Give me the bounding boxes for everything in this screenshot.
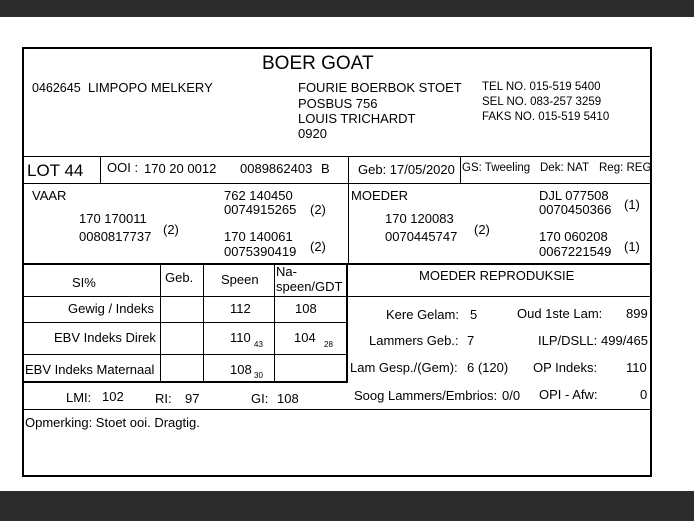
gesp-label: Lam Gesp./(Gem): <box>350 360 458 375</box>
sire-sire-sup: (2) <box>310 202 326 217</box>
divider <box>100 156 101 183</box>
gi-value: 108 <box>277 391 299 406</box>
lmi-label: LMI: <box>66 390 92 405</box>
op-value: 110 <box>626 360 647 375</box>
card-title: BOER GOAT <box>262 53 374 74</box>
sire-sire-id: 0074915265 <box>224 202 297 217</box>
kere-label: Kere Gelam: <box>386 307 459 322</box>
oud-label: Oud 1ste Lam: <box>517 306 603 321</box>
stud-box: POSBUS 756 <box>298 96 378 111</box>
naspeen-header-1: Na- <box>276 264 297 279</box>
oud-value: 899 <box>626 306 648 321</box>
sire-sire: 762 140450 <box>224 188 293 203</box>
dam-dam-id: 0067221549 <box>539 244 612 259</box>
dam-mid-sup: (2) <box>474 222 490 237</box>
lot-number: LOT 44 <box>27 161 84 180</box>
sire-dam-sup: (2) <box>310 239 326 254</box>
gewig-naspeen: 108 <box>295 301 317 316</box>
gewig-speen: 112 <box>230 301 251 316</box>
soog-label: Soog Lammers/Embrios: <box>354 388 498 403</box>
divider <box>346 263 348 381</box>
ilp-value: 499/465 <box>601 333 648 348</box>
divider <box>274 263 275 381</box>
op-label: OP Indeks: <box>533 360 598 375</box>
page <box>0 17 694 491</box>
divider <box>24 322 346 323</box>
lammers-label: Lammers Geb.: <box>369 333 459 348</box>
stud-town: LOUIS TRICHARDT <box>298 111 416 126</box>
sire-id-1: 170 170011 <box>79 211 147 226</box>
ebv-mat-label: EBV Indeks Maternaal <box>25 362 155 377</box>
speen-header: Speen <box>221 272 259 287</box>
ri-label: RI: <box>155 391 172 406</box>
divider <box>24 263 652 265</box>
birth-date: Geb: 17/05/2020 <box>358 162 455 177</box>
ebv-mat-speen: 108 <box>230 362 252 377</box>
geb-header: Geb. <box>165 270 194 285</box>
ebv-direk-naspeen: 104 <box>294 330 316 345</box>
ebv-direk-speen-sub: 43 <box>254 340 263 349</box>
dam-dam-sup: (1) <box>624 239 640 254</box>
dam-sire-id: 0070450366 <box>539 202 612 217</box>
id-number: 0089862403 <box>240 161 313 176</box>
ebv-direk-naspeen-sub: 28 <box>324 340 333 349</box>
dam-id-1: 170 120083 <box>385 211 454 226</box>
owner-id: 0462645 <box>32 81 81 95</box>
ebv-direk-speen: 110 <box>230 330 251 345</box>
ooi-label: OOI : <box>107 160 139 175</box>
ebv-mat-speen-sub: 30 <box>254 371 263 380</box>
kere-value: 5 <box>470 307 478 322</box>
dam-label: MOEDER <box>351 188 409 203</box>
grade: B <box>321 161 330 176</box>
remark: Opmerking: Stoet ooi. Dragtig. <box>25 415 200 430</box>
opi-label: OPI - Afw: <box>539 387 598 402</box>
lammers-value: 7 <box>467 333 475 348</box>
divider <box>160 263 161 381</box>
tel-number: TEL NO. 015-519 5400 <box>482 81 601 93</box>
divider <box>348 156 349 183</box>
divider <box>24 354 346 355</box>
sire-dam: 170 140061 <box>224 229 293 244</box>
divider <box>24 296 346 297</box>
naspeen-header-2: speen/GDT <box>276 279 343 294</box>
dam-sire: DJL 077508 <box>539 188 609 203</box>
fax-number: FAKS NO. 015-519 5410 <box>482 111 610 123</box>
dek-status: Dek: NAT <box>540 162 589 174</box>
soog-value: 0/0 <box>502 388 521 403</box>
owner-name: LIMPOPO MELKERY <box>88 80 213 95</box>
divider <box>203 263 204 381</box>
gi-label: GI: <box>251 391 269 406</box>
ilp-label: ILP/DSLL: <box>538 333 598 348</box>
cell-number: SEL NO. 083-257 3259 <box>482 96 602 108</box>
reg-status: Reg: REG <box>599 162 652 174</box>
dam-sire-sup: (1) <box>624 197 640 212</box>
sire-id-2: 0080817737 <box>79 229 152 244</box>
si-header: SI% <box>72 275 96 290</box>
divider <box>24 381 348 383</box>
divider <box>348 296 652 297</box>
dam-dam: 170 060208 <box>539 229 608 244</box>
gesp-value: 6 (120) <box>467 360 509 375</box>
gewig-label: Gewig / Indeks <box>68 301 154 316</box>
stud-name: FOURIE BOERBOK STOET <box>298 80 462 95</box>
divider <box>460 156 461 183</box>
gs-status: GS: Tweeling <box>462 162 531 174</box>
goat-info-card <box>22 47 652 477</box>
divider <box>348 183 349 263</box>
dam-id-2: 0070445747 <box>385 229 458 244</box>
ri-value: 97 <box>185 391 200 406</box>
divider <box>24 183 652 184</box>
ebv-direk-label: EBV Indeks Direk <box>54 330 156 345</box>
stud-code: 0920 <box>298 126 327 141</box>
opi-value: 0 <box>640 387 648 402</box>
repro-title: MOEDER REPRODUKSIE <box>419 268 575 283</box>
lmi-value: 102 <box>102 389 124 404</box>
sire-label: VAAR <box>32 188 67 203</box>
divider <box>24 409 652 410</box>
sire-mid-sup: (2) <box>163 222 179 237</box>
ooi-number: 170 20 0012 <box>144 161 217 176</box>
divider <box>24 156 652 157</box>
sire-dam-id: 0075390419 <box>224 244 297 259</box>
